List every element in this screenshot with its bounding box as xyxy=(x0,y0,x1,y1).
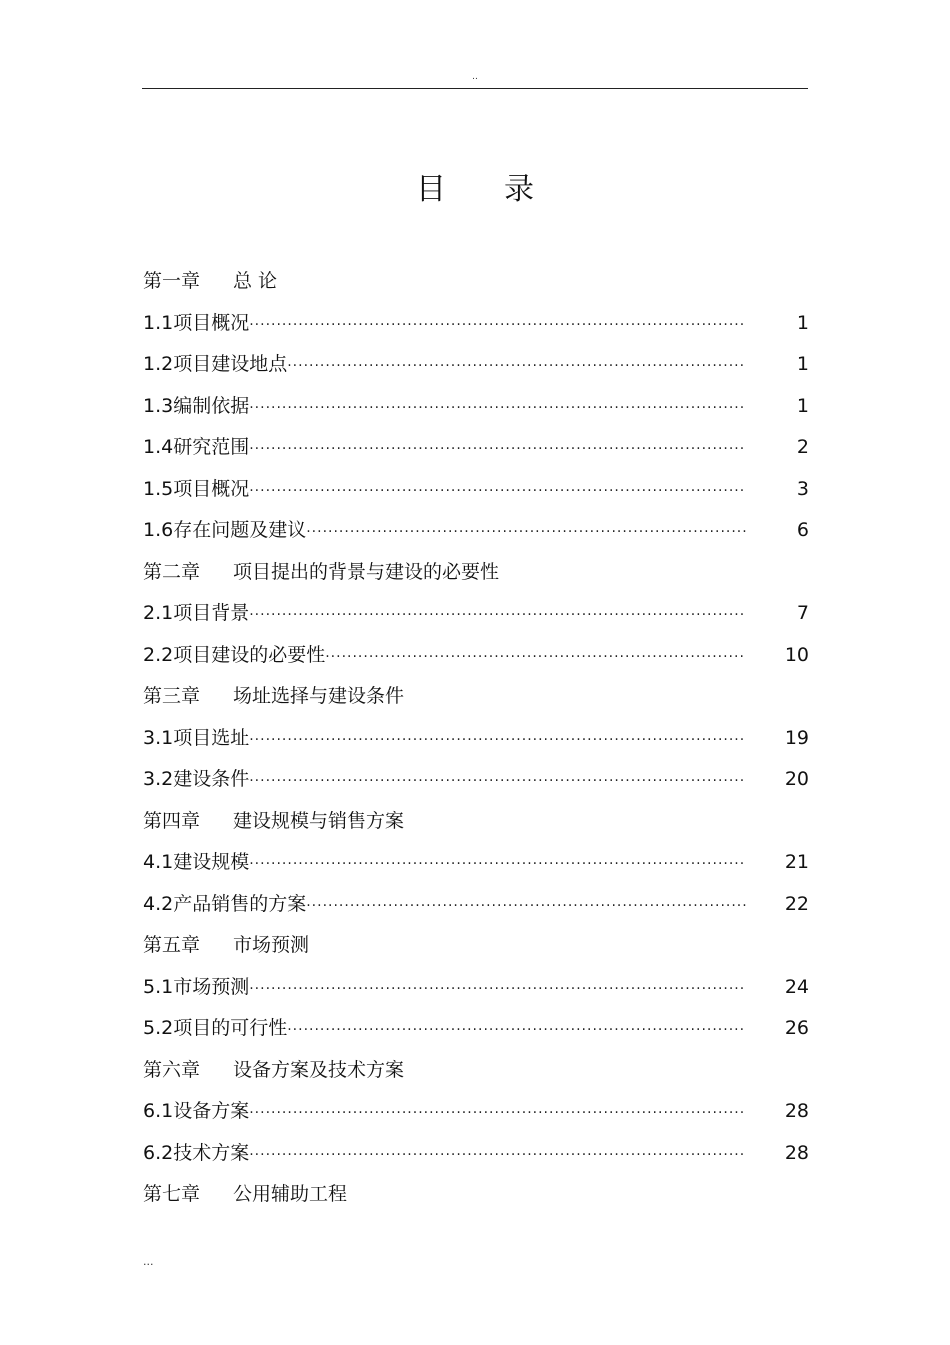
section-title: 项目建设地点 xyxy=(173,353,288,375)
page-number: 1 xyxy=(796,394,809,417)
page-number: 28 xyxy=(784,1141,809,1164)
page-number: 3 xyxy=(796,477,809,500)
dot-leader xyxy=(306,510,746,552)
page-number: 24 xyxy=(784,975,809,998)
section-title: 技术方案 xyxy=(173,1141,250,1164)
toc-entry[interactable] xyxy=(143,718,809,760)
page-number: 22 xyxy=(784,892,809,915)
section-number: 1.4 xyxy=(143,436,174,458)
header-rule xyxy=(142,88,808,89)
section-title: 建设条件 xyxy=(173,768,250,790)
toc-chapter[interactable] xyxy=(143,261,809,303)
section-number: 1.2 xyxy=(143,353,174,375)
title-char-2: 录 xyxy=(504,172,534,207)
section-number: 4.2 xyxy=(143,892,174,915)
chapter-title: 公用辅助工程 xyxy=(233,1183,348,1205)
section-title: 项目概况 xyxy=(173,477,250,500)
page-number: 21 xyxy=(784,851,809,873)
header-mark: .. xyxy=(472,72,478,82)
toc-entry[interactable] xyxy=(143,303,809,345)
section-number: 6.2 xyxy=(143,1141,174,1164)
section-number: 1.3 xyxy=(143,394,174,417)
toc-chapter[interactable] xyxy=(143,1050,809,1092)
footer-mark: ... xyxy=(143,1255,154,1268)
dot-leader xyxy=(249,303,746,345)
section-title: 研究范围 xyxy=(173,436,250,458)
section-number: 6.1 xyxy=(143,1100,174,1122)
chapter-title: 项目提出的背景与建设的必要性 xyxy=(233,560,500,583)
chapter-number: 第七章 xyxy=(143,1183,201,1205)
chapter-number: 第六章 xyxy=(143,1058,201,1081)
dot-leader xyxy=(249,1133,746,1175)
page-number: 7 xyxy=(796,602,809,624)
section-number: 4.1 xyxy=(143,851,174,873)
title-char-1: 目 xyxy=(416,172,446,207)
page-title xyxy=(0,170,950,210)
page-number: 20 xyxy=(784,768,809,790)
section-number: 5.1 xyxy=(143,975,174,998)
section-number: 2.1 xyxy=(143,602,174,624)
section-title: 设备方案 xyxy=(173,1100,250,1122)
toc-chapter[interactable] xyxy=(143,925,809,967)
section-title: 项目的可行性 xyxy=(173,1017,288,1039)
section-number: 3.1 xyxy=(143,726,174,749)
toc-entry[interactable] xyxy=(143,1091,809,1133)
dot-leader xyxy=(249,718,746,760)
toc-chapter[interactable] xyxy=(143,1174,809,1216)
toc-entry[interactable] xyxy=(143,344,809,386)
chapter-title: 总 论 xyxy=(233,270,278,292)
dot-leader xyxy=(306,884,746,926)
toc-chapter[interactable] xyxy=(143,552,809,594)
dot-leader xyxy=(287,1008,746,1050)
section-title: 项目概况 xyxy=(173,311,250,334)
toc-entry[interactable] xyxy=(143,1133,809,1175)
toc-entry[interactable] xyxy=(143,427,809,469)
section-title: 项目建设的必要性 xyxy=(173,643,326,666)
section-number: 1.1 xyxy=(143,311,174,334)
section-number: 5.2 xyxy=(143,1017,174,1039)
chapter-title: 建设规模与销售方案 xyxy=(233,809,405,832)
dot-leader xyxy=(249,759,746,801)
page-number: 19 xyxy=(784,726,809,749)
page-number: 10 xyxy=(784,643,809,666)
section-title: 项目背景 xyxy=(173,602,250,624)
dot-leader xyxy=(249,1091,746,1133)
section-number: 3.2 xyxy=(143,768,174,790)
toc-entry[interactable] xyxy=(143,884,809,926)
page-number: 28 xyxy=(784,1100,809,1122)
toc-chapter[interactable] xyxy=(143,801,809,843)
section-number: 1.5 xyxy=(143,477,174,500)
chapter-number: 第三章 xyxy=(143,685,201,707)
section-title: 建设规模 xyxy=(173,851,250,873)
chapter-number: 第二章 xyxy=(143,560,201,583)
dot-leader xyxy=(325,635,746,677)
toc-entry[interactable] xyxy=(143,593,809,635)
chapter-number: 第一章 xyxy=(143,270,201,292)
page-number: 26 xyxy=(784,1017,809,1039)
toc-entry[interactable] xyxy=(143,510,809,552)
page-number: 6 xyxy=(796,519,809,541)
page-number: 1 xyxy=(796,353,809,375)
table-of-contents xyxy=(143,261,809,1216)
toc-entry[interactable] xyxy=(143,469,809,511)
dot-leader xyxy=(287,344,746,386)
chapter-title: 场址选择与建设条件 xyxy=(233,685,405,707)
section-title: 项目选址 xyxy=(173,726,250,749)
section-number: 1.6 xyxy=(143,519,174,541)
page-number: 2 xyxy=(796,436,809,458)
toc-entry[interactable] xyxy=(143,842,809,884)
toc-entry[interactable] xyxy=(143,1008,809,1050)
toc-entry[interactable] xyxy=(143,635,809,677)
toc-chapter[interactable] xyxy=(143,676,809,718)
toc-entry[interactable] xyxy=(143,759,809,801)
dot-leader xyxy=(249,967,746,1009)
chapter-title: 市场预测 xyxy=(233,934,310,956)
page-number: 1 xyxy=(796,311,809,334)
toc-entry[interactable] xyxy=(143,967,809,1009)
dot-leader xyxy=(249,593,746,635)
dot-leader xyxy=(249,842,746,884)
chapter-number: 第五章 xyxy=(143,934,201,956)
section-title: 存在问题及建议 xyxy=(173,519,307,541)
dot-leader xyxy=(249,386,746,428)
section-title: 市场预测 xyxy=(173,975,250,998)
section-number: 2.2 xyxy=(143,643,174,666)
section-title: 产品销售的方案 xyxy=(173,892,307,915)
chapter-number: 第四章 xyxy=(143,809,201,832)
chapter-title: 设备方案及技术方案 xyxy=(233,1058,405,1081)
dot-leader xyxy=(249,469,746,511)
toc-entry[interactable] xyxy=(143,386,809,428)
section-title: 编制依据 xyxy=(173,394,250,417)
dot-leader xyxy=(249,427,746,469)
